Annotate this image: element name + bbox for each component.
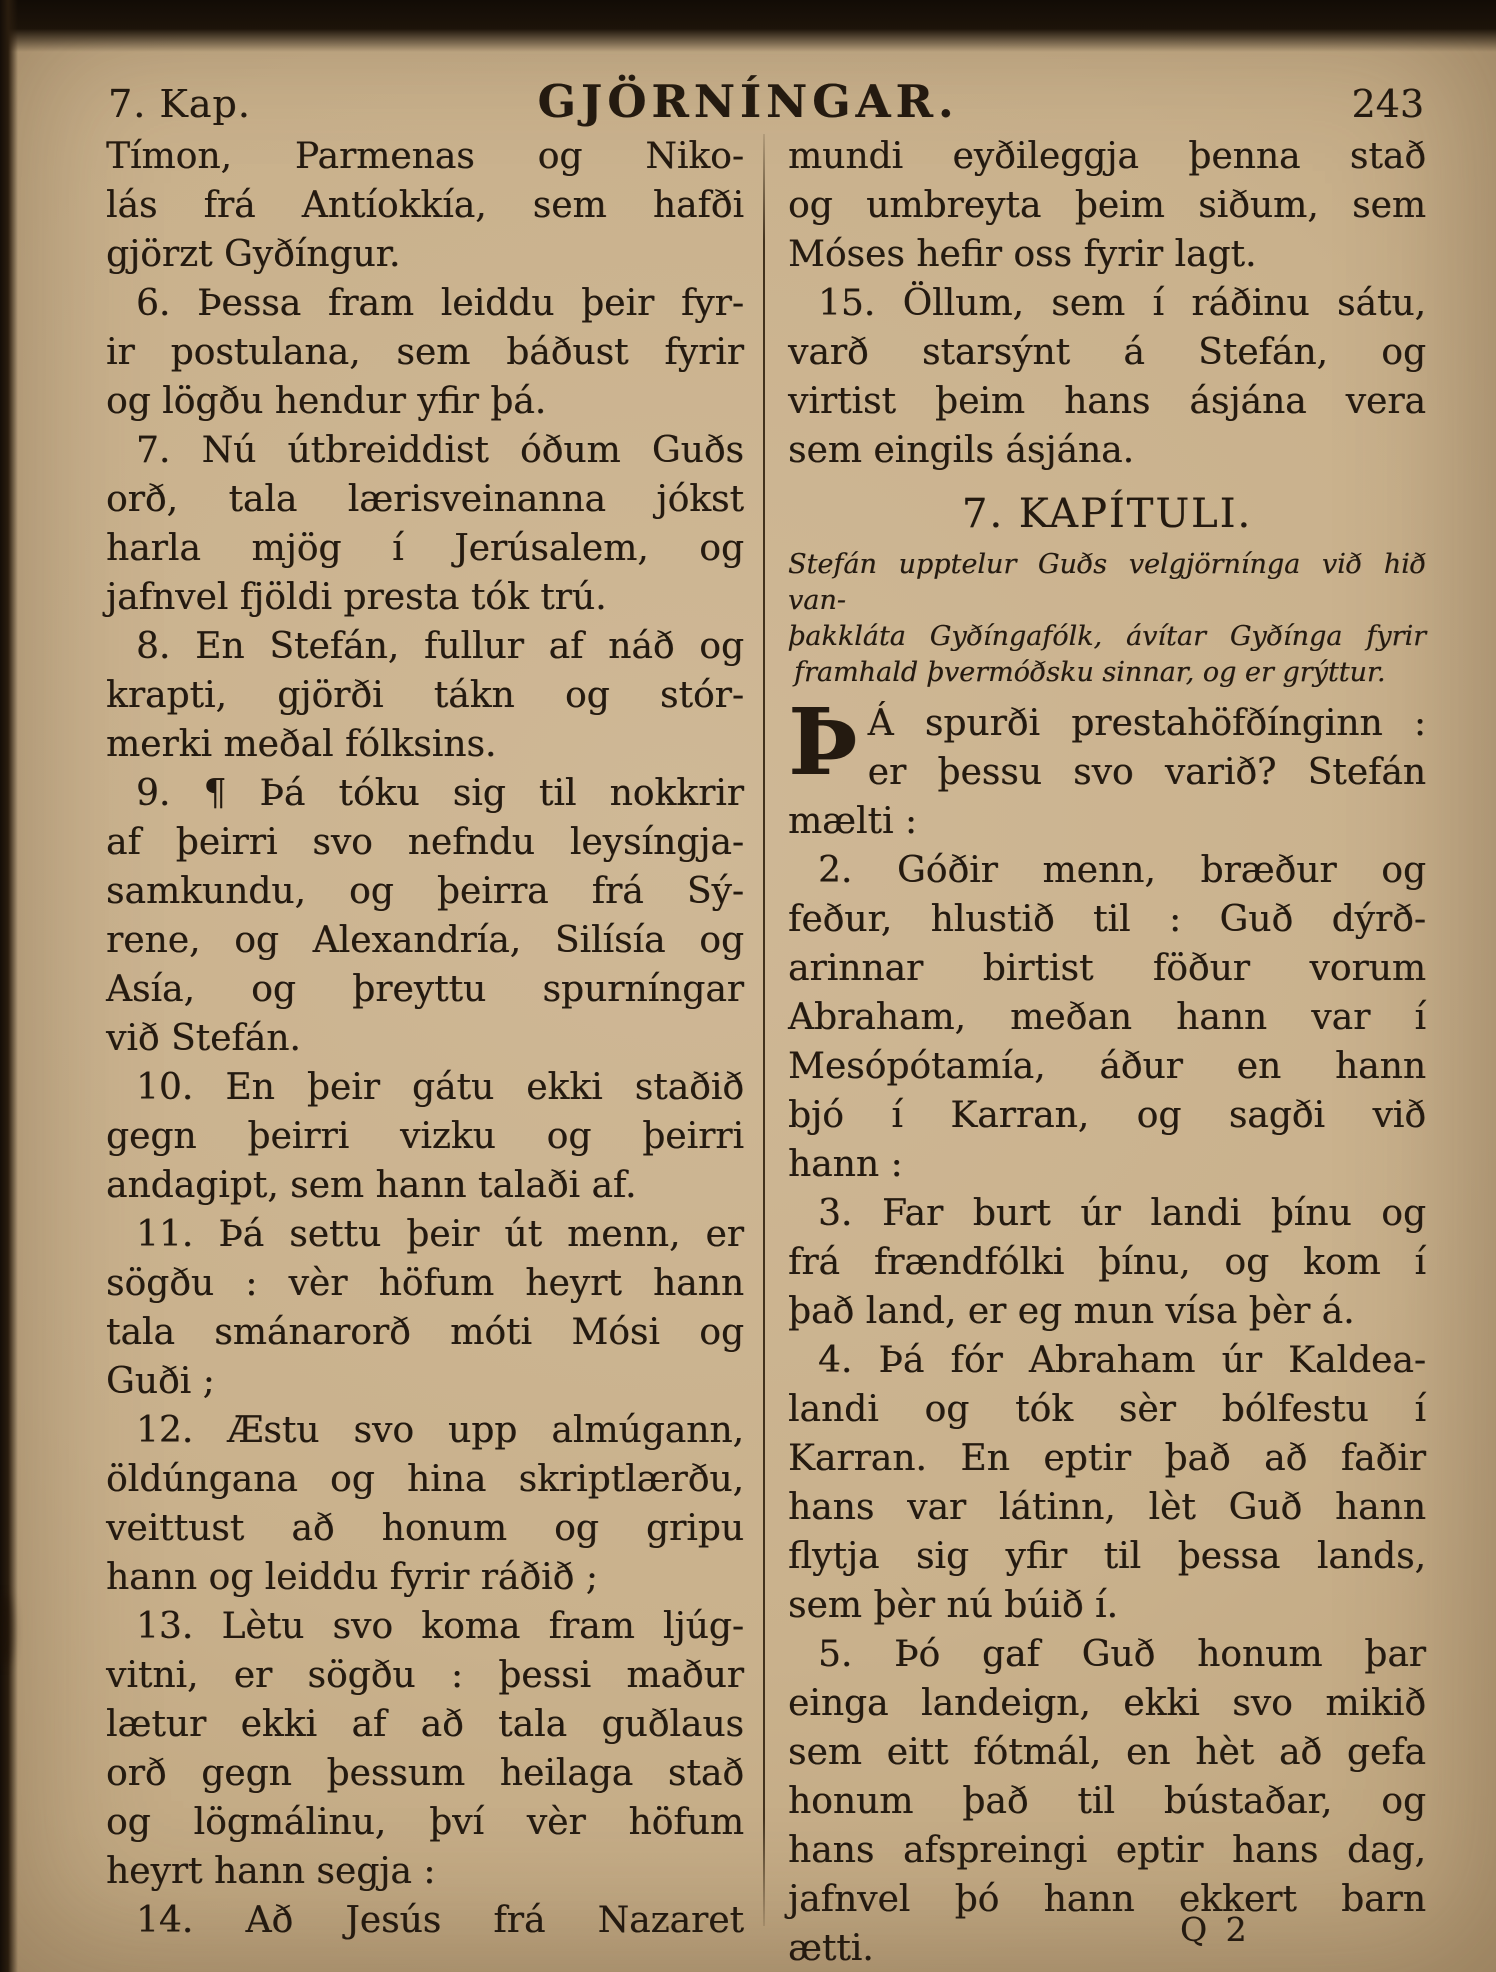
column-divider [763, 134, 765, 1926]
text-line: við Stefán. [106, 1018, 301, 1059]
text-line: Mesópótamía, áður en hann [788, 1046, 1426, 1087]
verse-paragraph [106, 1063, 744, 1210]
text-line: orð gegn þessum heilaga stað [106, 1753, 744, 1794]
chapter-label: 7. Kap. [108, 82, 251, 126]
text-line: 2. Góðir menn, bræður og [818, 850, 1426, 891]
text-line: sögðu : vèr höfum heyrt hann [106, 1263, 744, 1304]
text-line: og lögmálinu, því vèr höfum [106, 1802, 744, 1843]
text-line: 15. Öllum, sem í ráðinu sátu, [818, 283, 1426, 324]
text-line: og lögðu hendur yfir þá. [106, 381, 547, 422]
text-line: arinnar birtist föður vorum [788, 948, 1426, 989]
text-line: einga landeign, ekki svo mikið [788, 1683, 1426, 1724]
summary-line: Stefán upptelur Guðs velgjörnínga við hið van- [788, 549, 1426, 616]
text-line: varð starsýnt á Stefán, og [788, 332, 1426, 373]
text-line: Tímon, Parmenas og Niko- [106, 136, 744, 177]
text-line: Asía, og þreyttu spurníngar [106, 969, 744, 1010]
text-line: sem þèr nú búið í. [788, 1585, 1118, 1626]
text-line: krapti, gjörði tákn og stór- [106, 675, 744, 716]
text-line: lás frá Antíokkía, sem hafði [106, 185, 744, 226]
text-line: 10. En þeir gátu ekki staðið [136, 1067, 744, 1108]
text-line: er þessu svo varið? Stefán [867, 752, 1426, 793]
text-line: orð, tala lærisveinanna jókst [106, 479, 744, 520]
scan-edge-top [0, 0, 1496, 52]
text-line: veittust að honum og gripu [106, 1508, 744, 1549]
text-line: bjó í Karran, og sagði við [788, 1095, 1426, 1136]
text-line: feður, hlustið til : Guð dýrð- [788, 899, 1426, 940]
verse-paragraph [106, 279, 744, 426]
text-line: öldúngana og hina skriptlærðu, [106, 1459, 744, 1500]
verse-paragraph [106, 1896, 744, 1945]
verse-paragraph [106, 769, 744, 1063]
text-line: landi og tók sèr bólfestu í [788, 1389, 1426, 1430]
text-line: harla mjög í Jerúsalem, og [106, 528, 744, 569]
text-line: Guði ; [106, 1361, 215, 1402]
text-line: 7. Nú útbreiddist óðum Guðs [136, 430, 744, 471]
text-line: það land, er eg mun vísa þèr á. [788, 1291, 1355, 1332]
text-line: Karran. En eptir það að faðir [788, 1438, 1426, 1479]
verse-paragraph [106, 622, 744, 769]
verse-paragraph [106, 426, 744, 622]
book-title: GJÖRNÍNGAR. [537, 75, 959, 128]
text-line: 3. Far burt úr landi þínu og [818, 1193, 1426, 1234]
text-line: hann : [788, 1144, 903, 1185]
page-header [0, 70, 1496, 128]
text-line: jafnvel þó hann ekkert barn [788, 1879, 1426, 1920]
verse-paragraph [788, 846, 1426, 1189]
verse-paragraph [788, 279, 1426, 475]
verse-paragraph [788, 132, 1426, 279]
text-line: hann og leiddu fyrir ráðið ; [106, 1557, 598, 1598]
verse-paragraph [788, 1630, 1426, 1972]
text-line: 6. Þessa fram leiddu þeir fyr- [136, 283, 744, 324]
verse-paragraph [106, 1602, 744, 1896]
dropcap-paragraph [788, 688, 1426, 846]
text-line: 8. En Stefán, fullur af náð og [136, 626, 744, 667]
text-line: mundi eyðileggja þenna stað [788, 136, 1426, 177]
drop-cap: Þ [788, 688, 858, 796]
text-line: Abraham, meðan hann var í [788, 997, 1426, 1038]
chapter-heading: 7. KAPÍTULI. [961, 491, 1253, 537]
text-line: 11. Þá settu þeir út menn, er [136, 1214, 744, 1255]
text-line: Móses hefir oss fyrir lagt. [788, 234, 1257, 275]
text-line: 12. Æstu svo upp almúgann, [136, 1410, 744, 1451]
text-line: Á spurði prestahöfðínginn : [867, 703, 1426, 744]
text-line: frá frændfólki þínu, og kom í [788, 1242, 1426, 1283]
chapter-summary [788, 547, 1426, 691]
text-line: merki meðal fólksins. [106, 724, 497, 765]
text-line: 4. Þá fór Abraham úr Kaldea- [818, 1340, 1426, 1381]
text-line: 13. Lètu svo koma fram ljúg- [136, 1606, 744, 1647]
page-number: 243 [1351, 82, 1424, 126]
left-column [106, 132, 744, 1945]
summary-line: þakkláta Gyðíngafólk, ávítar Gyðínga fyrir [788, 621, 1426, 652]
text-line: ætti. [788, 1928, 874, 1969]
text-line: samkundu, og þeirra frá Sý- [106, 871, 744, 912]
text-line: sem eitt fótmál, en hèt að gefa [788, 1732, 1426, 1773]
signature-mark: Q 2 [1180, 1910, 1251, 1949]
verse-paragraph [788, 1336, 1426, 1630]
summary-line: framhald þvermóðsku sinnar, og er grýttur. [794, 657, 1386, 688]
text-line: andagipt, sem hann talaði af. [106, 1165, 637, 1206]
text-line: tala smánarorð móti Mósi og [106, 1312, 744, 1353]
scan-edge-left [0, 0, 18, 1972]
text-line: hans afspreingi eptir hans dag, [788, 1830, 1426, 1871]
verse-paragraph [106, 1210, 744, 1406]
text-line: virtist þeim hans ásjána vera [788, 381, 1426, 422]
text-line: 5. Þó gaf Guð honum þar [818, 1634, 1426, 1675]
text-line: 9. ¶ Þá tóku sig til nokkrir [136, 773, 744, 814]
right-column [788, 132, 1426, 1972]
text-line: sem eingils ásjána. [788, 430, 1135, 471]
text-line: honum það til bústaðar, og [788, 1781, 1426, 1822]
text-line: gjörzt Gyðíngur. [106, 234, 401, 275]
text-line: gegn þeirri vizku og þeirri [106, 1116, 744, 1157]
verse-paragraph [788, 1189, 1426, 1336]
text-line: vitni, er sögðu : þessi maður [106, 1655, 744, 1696]
text-line: af þeirri svo nefndu leysíngja- [106, 822, 744, 863]
text-line: rene, og Alexandría, Silísía og [106, 920, 744, 961]
text-line: og umbreyta þeim siðum, sem [788, 185, 1426, 226]
text-line: jafnvel fjöldi presta tók trú. [106, 577, 607, 618]
verse-paragraph [106, 132, 744, 279]
verse-paragraph [106, 1406, 744, 1602]
text-line: hans var látinn, lèt Guð hann [788, 1487, 1426, 1528]
text-line: heyrt hann segja : [106, 1851, 436, 1892]
text-line: flytja sig yfir til þessa lands, [788, 1536, 1426, 1577]
text-line: ir postulana, sem báðust fyrir [106, 332, 744, 373]
text-line: 14. Að Jesús frá Nazaret [136, 1900, 744, 1941]
text-line: mælti : [788, 801, 918, 842]
text-line: lætur ekki af að tala guðlaus [106, 1704, 744, 1745]
